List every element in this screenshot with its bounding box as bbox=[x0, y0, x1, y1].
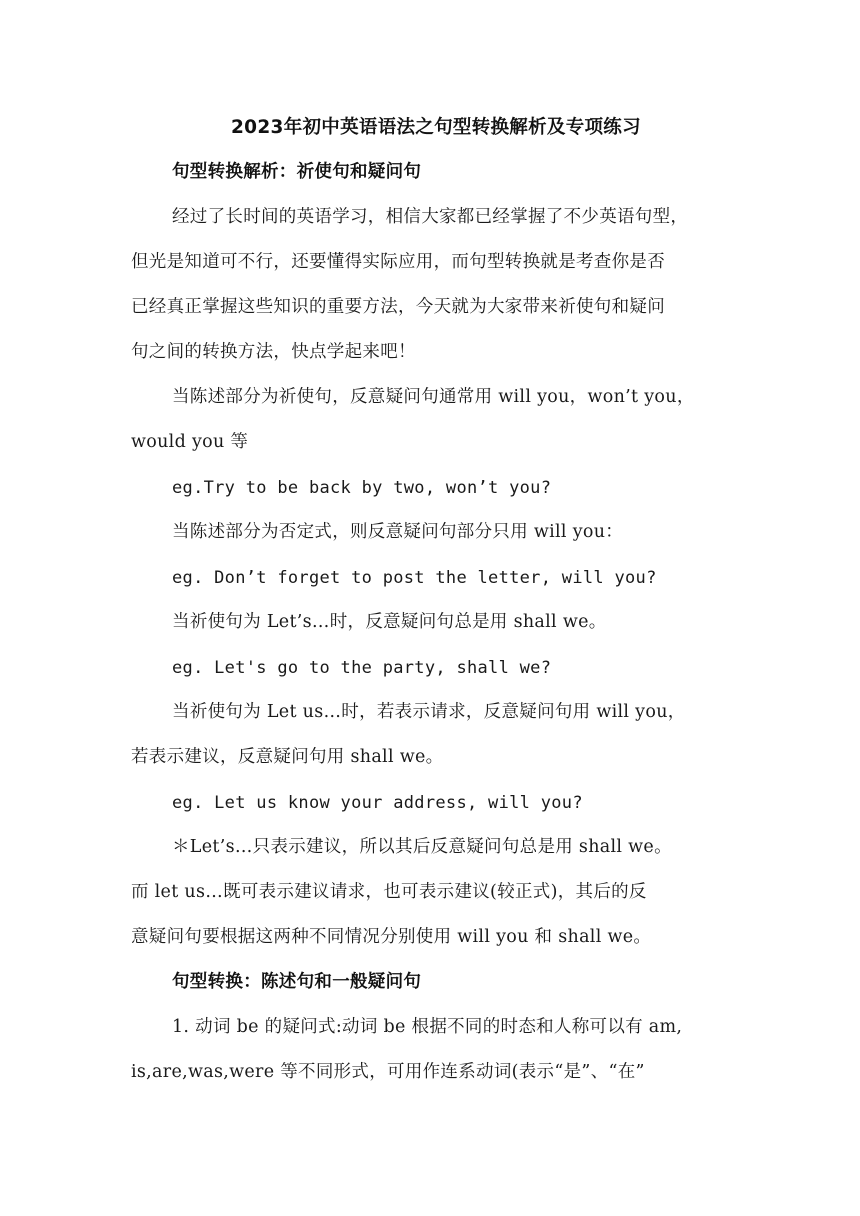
example-sentence-3: eg. Let's go to the party, shall we? bbox=[172, 658, 552, 678]
paragraph-be-verb-line-1: 1. 动词 be 的疑问式:动词 be 根据不同的时态和人称可以有 am, bbox=[172, 1017, 683, 1037]
example-sentence-1: eg.Try to be back by two, won’t you? bbox=[172, 478, 552, 498]
paragraph-note-line-2: 而 let us…既可表示建议请求，也可表示建议(较正式)，其后的反 bbox=[131, 882, 647, 902]
paragraph-rule1-line-2: would you 等 bbox=[131, 432, 249, 452]
paragraph-rule1-line-1: 当陈述部分为祈使句，反意疑问句通常用 will you，won’t you， bbox=[172, 387, 695, 407]
paragraph-rule4-line-1: 当祈使句为 Let us…时，若表示请求，反意疑问句用 will you， bbox=[172, 702, 686, 722]
paragraph-intro-line-1: 经过了长时间的英语学习，相信大家都已经掌握了不少英语句型， bbox=[172, 207, 689, 227]
paragraph-note-line-1: ＊Let’s…只表示建议，所以其后反意疑问句总是用 shall we。 bbox=[172, 837, 672, 857]
paragraph-rule4-line-2: 若表示建议，反意疑问句用 shall we。 bbox=[131, 747, 444, 767]
paragraph-rule3: 当祈使句为 Let’s…时，反意疑问句总是用 shall we。 bbox=[172, 612, 607, 632]
example-sentence-4: eg. Let us know your address, will you? bbox=[172, 793, 583, 813]
paragraph-note-line-3: 意疑问句要根据这两种不同情况分别使用 will you 和 shall we。 bbox=[131, 927, 652, 947]
paragraph-be-verb-line-2: is,are,was,were 等不同形式，可用作连系动词(表示“是”、“在” bbox=[131, 1062, 645, 1082]
document-title: 2023年初中英语语法之句型转换解析及专项练习 bbox=[231, 117, 641, 138]
paragraph-intro-line-3: 已经真正掌握这些知识的重要方法，今天就为大家带来祈使句和疑问 bbox=[131, 297, 665, 317]
paragraph-rule2: 当陈述部分为否定式，则反意疑问句部分只用 will you： bbox=[172, 522, 624, 542]
section-heading-statements-questions: 句型转换：陈述句和一般疑问句 bbox=[172, 972, 422, 992]
example-sentence-2: eg. Don’t forget to post the letter, will you? bbox=[172, 568, 657, 588]
section-heading-imperative-questions: 句型转换解析：祈使句和疑问句 bbox=[172, 162, 422, 182]
paragraph-intro-line-4: 句之间的转换方法，快点学起来吧！ bbox=[131, 342, 416, 362]
paragraph-intro-line-2: 但光是知道可不行，还要懂得实际应用，而句型转换就是考查你是否 bbox=[131, 252, 665, 272]
